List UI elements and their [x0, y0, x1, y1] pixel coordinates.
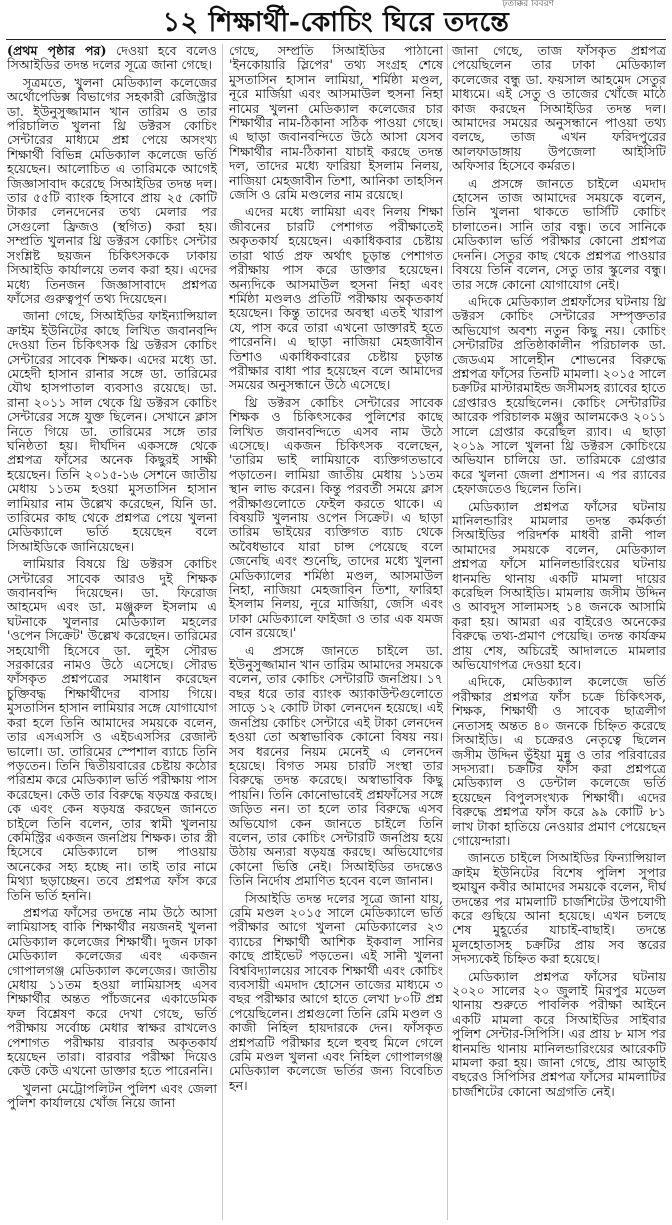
article-column-2 — [229, 44, 443, 1220]
article-paragraph: মেডিক্যাল প্রশ্নপত্র ফাঁসের ঘটনায় মানিলন্ডারিং মামলার তদন্ত কর্মকর্তা সিআইডির পরিদর্শক মাধবী রানী পাল আমাদের সময়কে বলেন, মেডিক্যাল প্রশ্নপত্র ফাঁসে মানিলন্ডারিংয়ের ঘটনায় ধানমন্ডি থানায় একটি মামলা দায়ের করেছিল সিআইডি। মামলায় জসীম উদ্দিন ও আবদুস সালামসহ ১৪ জনকে আসামি করা হয়। আমরা এর বাইরেও অনেকের বিরুদ্ধে তথ্য-প্রমাণ পেয়েছি। তদন্ত কার্যক্রম প্রায় শেষ, অচিরেই আদালতে মামলার অভিযোগপত্র দেওয়া হবে। — [452, 498, 666, 673]
article-paragraph: এদিকে, মেডিক্যাল কলেজে ভর্তি পরীক্ষার প্রশ্নপত্র ফাঁস চক্রে চিকিৎসক, শিক্ষক, শিক্ষার্থী ও সাবেক ছাত্রলীগ নেতাসহ অন্তত ৪০ জনকে চিহ্নিত করেছে সিআইডি। এ চক্রেরও নেতৃত্বে ছিলেন জসীম উদ্দিন ভূঁইয়া মুন্নু ও তার পরিবারের সদস্যরা। চক্রটির ফাঁস করা প্রশ্নপত্রে মেডিক্যাল ও ডেন্টাল কলেজে ভর্তি হয়েছেন বিপুলসংখ্যক শিক্ষার্থী। এদের বিরুদ্ধে প্রশ্নপত্র ফাঁস করে ৯৯ কোটি ৮১ লাখ টাকা হাতিয়ে নেওয়ার প্রমাণ পেয়েছেন গোয়েন্দারা। — [452, 674, 666, 848]
article-paragraph: লামিয়ার বিষয়ে থ্রি ডক্টরস কোচিং সেন্টারের সাবেক আরও দুই শিক্ষক জবানবন্দি দিয়েছেন। ডা. ফিরোজ আহমেদ এবং ডা. মঞ্জুরুল ইসলাম এ ঘটনাকে খুলনার মেডিক্যাল মহলের 'ওপেন সিক্রেট' উল্লেখ করেছেন। তারিমের সহযোগী হিসেবে ডা. লুইস সৌরভ সরকারের নামও উঠে এসেছে। সৌরভ ফাঁসকৃত প্রশ্নপত্রের সমাধান করেছেন চুক্তিবদ্ধ শিক্ষার্থীদের বাসায় গিয়ে। মুসতাসিন হাসান লামিয়ার সঙ্গে যোগাযোগ করা হলে তিনি আমাদের সময়কে বলেন, তার এসএসসি ও এইচএসসির রেজাল্ট ভালো। ডা. তারিমের স্পেশাল ব্যাচে তিনি পড়তেন। তিনি দ্বিতীয়বারের চেষ্টায় কঠোর পরিশ্রম করে মেডিক্যাল ভর্তি পরীক্ষায় পাস করেছেন। কেউ তার বিরুদ্ধে ষড়যন্ত্র করছে। কে এবং কেন ষড়যন্ত্র করছেন জানতে চাইলে তিনি বলেন, তার স্বামী খুলনায় কেমিস্ট্রির একজন জনপ্রিয় শিক্ষক। তার স্ত্রী হিসেবে মেডিক্যালে চান্স পাওয়ায় অনেকের সহ্য হচ্ছে না। তাই তার নামে মিথ্যা ছড়াচ্ছেন। তবে প্রশ্নপত্র ফাঁস করে তিনি ভর্তি হননি। — [7, 556, 217, 903]
article-paragraph: এ প্রসঙ্গে জানতে চাইলে এমদাদ হোসেন তাজ আমাদের সময়কে বলেন, তিনি খুলনা থাকতে ভার্সিটি কোচিং চালাতেন। সানি তার বন্ধু। তবে সানিকে মেডিক্যাল ভর্তি পরীক্ষার কোনো প্রশ্নপত্র দেননি। সেতুর কাছ থেকে প্রশ্নপত্র পাওয়ার বিষয়ে তিনি বলেন, সেতু তার স্কুলের বন্ধু। তার সঙ্গে কোনো যোগাযোগ নেই। — [452, 175, 666, 292]
headline: ১২ শিক্ষার্থী-কোচিং ঘিরে তদন্তে — [162, 7, 510, 38]
article-column-1 — [7, 44, 217, 1220]
article-paragraph: এ প্রসঙ্গে জানতে চাইলে ডা. ইউনুসুজ্জামান খান তারিম আমাদের সময়কে বলেন, তার কোচিং সেন্টারটি জনপ্রিয়। ১৭ বছর ধরে তার ব্যাংক অ্যাকাউন্টগুলোতে সাড়ে ১২ কোটি টাকা লেনদেন হয়েছে। এই জনপ্রিয় কোচিং সেন্টারে এই টাকা লেনদেন হওয়া তো অস্বাভাবিক কোনো বিষয় নয়। সব ধরনের নিয়ম মেনেই এ লেনদেন হয়েছে। বিগত সময় চারটি সংস্থা তার বিরুদ্ধে তদন্ত করেছে। অস্বাভাবিক কিছু পায়নি। তিনি কোনোভাবেই প্রশ্নফাঁসের সঙ্গে জড়িত নন। তা হলে তার বিরুদ্ধে এসব অভিযোগ কেন জানতে চাইলে তিনি বলেন, তার কোচিং সেন্টারটি জনপ্রিয় হয়ে উঠায় অন্যরা ষড়যন্ত্র করছে। অভিযোগের কোনো ভিত্তি নেই। সিআইডির তদন্তেও তিনি নির্দোষ প্রমাণিত হবেন বলে জানান। — [229, 642, 443, 889]
article-paragraph: এদের মধ্যে লামিয়া এবং নিলয় শিক্ষা জীবনের চারটি পেশাগত পরীক্ষাতেই অকৃতকার্য হয়েছেন। একাধিকবার চেষ্টায় তারা থার্ড প্রফ অর্থাৎ চূড়ান্ত পেশাগত পরীক্ষায় পাস করে ডাক্তার হয়েছেন। অন্যদিকে আসমাউল হুসনা নিহা এবং শর্মিষ্ঠা মণ্ডলও প্রতিটি পরীক্ষায় অকৃতকার্য হয়েছেন। কিন্তু তাদের অবস্থা এতই খারাপ যে, পাস করে তারা এখনো ডাক্তারই হতে পারেননি। এ ছাড়া নাজিয়া মেহজাবীন তিশাও একাধিকবারের চেষ্টায় চূড়ান্ত পরীক্ষার বাধা পার হয়েছেন বলে আমাদের সময়ের অনুসন্ধানে উঠে এসেছে। — [229, 204, 443, 393]
continuation-label: (প্রথম পৃষ্ঠার পর) — [7, 44, 107, 58]
column-divider — [222, 44, 223, 1220]
article-paragraph: গেছে, সম্প্রতি সিআইডির পাঠানো 'ইনকোয়ারি স্লিপের' তথ্য সংগ্রহ শেষে মুসতাসিন হাসান লামিয়া, শর্মিষ্ঠা মণ্ডল, নূরে মার্জিয়া এবং আসমাউল হুসনা নিহা নামের খুলনা মেডিক্যাল কলেজের চার শিক্ষার্থীর নাম-ঠিকানা সঠিক পাওয়া গেছে। এ ছাড়া জবানবন্দিতে উঠে আসা যেসব শিক্ষার্থীর নাম-ঠিকানা যাচাই করছে তদন্ত দল, তাদের মধ্যে ফারিয়া ইসলাম নিলয়, নাজিয়া মেহজাবীন তিশা, আনিকা তাহসিন জেসি ও রেমি মণ্ডলের নাম রয়েছে। — [229, 44, 443, 203]
article-paragraph: (প্রথম পৃষ্ঠার পর) দেওয়া হবে বলেও সিআইডির তদন্ত দলের সূত্রে জানা গেছে। — [7, 44, 217, 73]
article-paragraph: জানা গেছে, তাজ ফাঁসকৃত প্রশ্নপত্র পেয়েছিলেন তার ঢাকা মেডিক্যাল কলেজের বন্ধু ডা. ফয়সাল আহমেদ সেতুর মাধ্যমে। এই সেতু ও তাজের খোঁজে মাঠে কাজ করছেন সিআইডির তদন্ত দল। আমাদের সময়ের অনুসন্ধানে পাওয়া তথ্য বলছে, তাজ এখন ফরিদপুরের আলফাডাঙ্গায় উপজেলা আইসিটি অফিসার হিসেবে কর্মরত। — [452, 44, 666, 174]
article-paragraph: জানা গেছে, সিআইডির ফাইন্যান্সিয়াল ক্রাইম ইউনিটের কাছে লিখিত জবানবন্দি দেওয়া তিন চিকিৎসক থ্রি ডক্টরস কোচিং সেন্টারের সাবেক শিক্ষক। এদের মধ্যে ডা. মেহেদী হাসান রানার সঙ্গে ডা. তারিমের যৌথ হাসপাতাল ব্যবসাও রয়েছে। ডা. রানা ২০১১ সাল থেকে থ্রি ডক্টরস কোচিং সেন্টারের সঙ্গে যুক্ত ছিলেন। সেখানে ক্লাস নিতে গিয়ে ডা. তারিমের সঙ্গে তার ঘনিষ্ঠতা হয়। দীর্ঘদিন একসঙ্গে থেকে প্রশ্নপত্র ফাঁসের অনেক কিছুরই সাক্ষী হয়েছেন। তিনি ২০১৫-১৬ সেশনে জাতীয় মেধায় ১১তম হওয়া মুসতাসিন হাসান লামিয়ার নাম উল্লেখ করেছেন, যিনি ডা. তারিমের কাছ থেকে প্রশ্নপত্র পেয়ে খুলনা মেডিক্যালে ভর্তি হয়েছেন বলে সিআইডিকে জানিয়েছেন। — [7, 308, 217, 554]
article-paragraph: থ্রি ডক্টরস কোচিং সেন্টারের সাবেক শিক্ষক ও চিকিৎসকের পুলিশের কাছে লিখিত জবানবন্দিতে এসব নাম উঠে এসেছে। একজন চিকিৎসক বলেছেন, 'তারিম ভাই লামিয়াকে ব্যক্তিগতভাবে পড়াতেন। লামিয়া জাতীয় মেধায় ১১তম স্থান লাভ করেন। কিন্তু পরবর্তী সময়ে ক্লাস পরীক্ষাগুলোতে ফেইল করতে থাকে। এ বিষয়টি খুলনায় ওপেন সিক্রেট। এ ছাড়া তারিম ভাইয়ের ব্যক্তিগত ব্যাচ থেকে অবৈধভাবে যারা চান্স পেয়েছে বলে জেনেছি এবং শুনেছি, তাদের মধ্যে খুলনা মেডিক্যালের শর্মিষ্ঠা মণ্ডল, আসমাউল নিহা, নাজিয়া মেহজাবিন তিশা, ফারিহা ইসলাম নিলয়, নূরে মার্জিয়া, জেসি এবং ঢাকা মেডিক্যালে ফাইজা ও তার এক যমজ বোন রয়েছে।' — [229, 394, 443, 641]
article-paragraph: সূত্রমতে, খুলনা মেডিক্যাল কলেজের অর্থোপেডিক্স বিভাগের সহকারী রেজিস্ট্রার ডা. ইউনুসুজ্জামান খান তারিম ও তার পরিচালিত খুলনা থ্রি ডক্টরস কোচিং সেন্টারের মাধ্যমে প্রশ্ন পেয়ে অসংখ্য শিক্ষার্থী বিভিন্ন মেডিক্যাল কলেজে ভর্তি হয়েছেন। আলোচিত এ তারিমকে আগেই জিজ্ঞাসাবাদ করেছে সিআইডির তদন্ত দল। তার ৫৫টি ব্যাংক হিসাবে প্রায় ২৫ কোটি টাকার লেনদেনের তথ্য মেলার পর সেগুলো ফ্রিজও (স্থগিত) করা হয়। সম্প্রতি খুলনার থ্রি ডক্টরস কোচিং সেন্টার সংশ্লিষ্ট ছয়জন চিকিৎসককে ঢাকায় সিআইডি কার্যালয়ে তলব করা হয়। এদের মধ্যে তিনজন জিজ্ঞাসাবাদে প্রশ্নপত্র ফাঁসের গুরুত্বপূর্ণ তথ্য দিয়েছেন। — [7, 74, 217, 306]
article-paragraph: প্রশ্নপত্র ফাঁসের তদন্তে নাম উঠে আসা লামিয়াসহ বাকি শিক্ষার্থীর নয়জনই খুলনা মেডিক্যাল কলেজের শিক্ষার্থী। দুজন ঢাকা মেডিক্যাল কলেজের এবং একজন গোপালগঞ্জ মেডিক্যাল কলেজের। জাতীয় মেধায় ১১তম হওয়া লামিয়াসহ এসব শিক্ষার্থীর অন্তত পাঁচজনের একাডেমিক ফল বিশ্লেষণ করে দেখা গেছে, ভর্তি পরীক্ষায় সর্বোচ্চ মেধার স্বাক্ষর রাখলেও পেশাগত পরীক্ষায় বারবার অকৃতকার্য হয়েছেন তারা। বারবার পরীক্ষা দিয়েও কেউ কেউ এখনো ডাক্তার হতে পারেননি। — [7, 904, 217, 1079]
page-label: ঢ়তাক্কর বিবরণ — [502, 0, 554, 9]
article-paragraph: খুলনা মেট্রোপলিটন পুলিশ এবং জেলা পুলিশ কার্যালয়ে খোঁজ নিয়ে জানা — [7, 1080, 217, 1111]
article-paragraph: মেডিক্যাল প্রশ্নপত্র ফাঁসের ঘটনায় ২০২০ সালের ২০ জুলাই মিরপুর মডেল থানায় শুরুতে পাবলিক পরীক্ষা আইনে একটি মামলা করে সিআইডির সাইবার পুলিশ সেন্টার-সিপিসি। এর প্রায় ৮ মাস পর ধানমন্ডি থানায় মানিলন্ডারিংয়ের আরেকটি মামলা করা হয়। জানা গেছে, প্রায় আড়াই বছরেও সিপিসির প্রশ্নপত্র ফাঁসের মামলাটির চার্জশিটের কোনো অগ্রগতি নেই। — [452, 968, 666, 1099]
article-column-3 — [452, 44, 666, 1220]
column-divider — [447, 44, 448, 1220]
headline-rule — [6, 39, 666, 40]
article-paragraph: সিআইডি তদন্ত দলের সূত্রে জানা যায়, রেমি মণ্ডল ২০১৫ সালে মেডিক্যালে ভর্তি পরীক্ষার আগে খুলনা মেডিক্যালের ২৩ ব্যাচের শিক্ষার্থী আশিক ইকবাল সানির কাছে প্রাইভেট পড়তেন। এই সানী খুলনা বিশ্ববিদ্যালয়ের সাবেক শিক্ষার্থী এবং কোচিং ব্যবসায়ী এমদাদ হোসেন তাজের মাধ্যমে ৩ বছর পরীক্ষার আগে হাতে লেখা ৮০টি প্রশ্ন পেয়েছিলেন। প্রশ্নগুলো তিনি রেমি মণ্ডল ও কাজী নিহিল হায়দারকে দেন। ফাঁসকৃত প্রশ্নপত্রটি পরীক্ষার হলে হুবহু মিলে গেলে রেমি মণ্ডল খুলনা এবং নিহিল গোপালগঞ্জ মেডিক্যাল কলেজে ভর্তির জন্য বিবেচিত হন। — [229, 890, 443, 1093]
article-paragraph: এদিকে মেডিক্যাল প্রশ্নফাঁসের ঘটনায় থ্রি ডক্টরস কোচিং সেন্টারের সম্পৃক্ততার অভিযোগ অবশ্য নতুন কিছু নয়। কোচিং সেন্টারটির প্রতিষ্ঠাকালীন পরিচালক ডা. জেডএম সালেহীন শোভনের বিরুদ্ধে প্রশ্নপত্র ফাঁসের তিনটি মামলা। ২০১৫ সালে চক্রটির মাস্টারমাইন্ড জসীমসহ র‍্যাবের হাতে গ্রেপ্তারও হয়েছিলেন। কোচিং সেন্টারটির আরেক পরিচালক মঞ্জুর আলমকেও ২০১১ সালে গ্রেপ্তার করেছিল র‍্যাব। এ ছাড়া ২০১৯ সালে খুলনা থ্রি ডক্টরস কোচিংয়ে অভিযান চালিয়ে ডা. তারিমকে গ্রেপ্তার করে খুলনা জেলা প্রশাসন। এ পর র‍্যাবের হেফাজতেও ছিলেন তিনি। — [452, 293, 666, 497]
article-paragraph: জানতে চাইলে সিআইডির ফিন্যান্সিয়াল ক্রাইম ইউনিটের বিশেষ পুলিশ সুপার হুমায়ুন কবীর আমাদের সময়কে বলেন, দীর্ঘ তদন্তের পর মামলাটি চার্জশিটের উপযোগী করে গুছিয়ে আনা হয়েছে। এখন চলছে শেষ মুহূর্তের যাচাই-বাছাই। তদন্তে মূলহোতাসহ চক্রটির প্রায় সব স্তরের সদস্যকেই চিহ্নিত করা হয়েছে। — [452, 850, 666, 967]
